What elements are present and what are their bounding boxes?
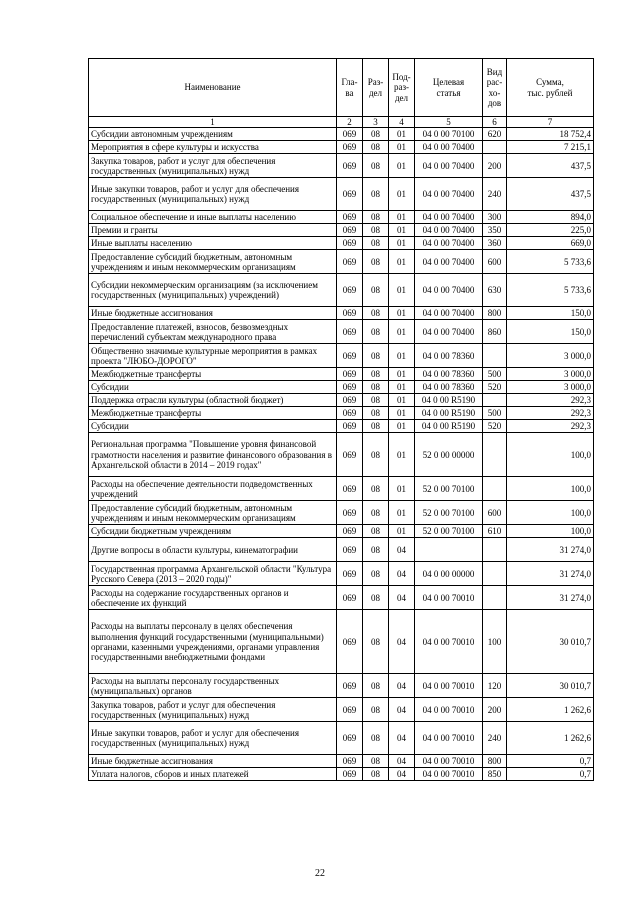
row-vid <box>483 394 507 407</box>
table-row <box>89 274 594 307</box>
table-row <box>89 420 594 433</box>
row-razdel: 08 <box>363 610 389 674</box>
row-name: Субсидии автономным учреждениям <box>89 128 337 141</box>
table-row <box>89 433 594 477</box>
table-row <box>89 562 594 586</box>
row-razdel: 08 <box>363 344 389 368</box>
row-razdel: 08 <box>363 768 389 781</box>
row-glava: 069 <box>337 768 363 781</box>
row-name: Мероприятия в сфере культуры и искусства <box>89 141 337 154</box>
row-name: Субсидии бюджетным учреждениям <box>89 525 337 538</box>
row-podrazdel: 04 <box>389 562 415 586</box>
row-summa: 292,3 <box>507 407 594 420</box>
table-row <box>89 211 594 224</box>
row-razdel: 08 <box>363 755 389 768</box>
row-statya: 04 0 00 70010 <box>415 698 483 722</box>
col-number: 3 <box>363 117 389 128</box>
row-glava: 069 <box>337 211 363 224</box>
row-razdel: 08 <box>363 433 389 477</box>
row-razdel: 08 <box>363 141 389 154</box>
row-name: Субсидии <box>89 420 337 433</box>
row-summa: 3 000,0 <box>507 344 594 368</box>
row-vid: 860 <box>483 320 507 344</box>
row-razdel: 08 <box>363 420 389 433</box>
row-summa: 292,3 <box>507 394 594 407</box>
row-vid: 600 <box>483 250 507 274</box>
row-razdel: 08 <box>363 307 389 320</box>
row-glava: 069 <box>337 407 363 420</box>
table-row <box>89 674 594 698</box>
row-podrazdel: 01 <box>389 128 415 141</box>
row-statya: 52 0 00 70100 <box>415 501 483 525</box>
row-statya: 04 0 00 R5190 <box>415 407 483 420</box>
row-podrazdel: 04 <box>389 755 415 768</box>
row-podrazdel: 04 <box>389 698 415 722</box>
row-glava: 069 <box>337 224 363 237</box>
row-statya: 52 0 00 70100 <box>415 525 483 538</box>
row-vid <box>483 433 507 477</box>
row-summa: 100,0 <box>507 525 594 538</box>
row-statya: 04 0 00 70400 <box>415 141 483 154</box>
table-row <box>89 722 594 755</box>
row-statya: 04 0 00 70010 <box>415 722 483 755</box>
row-glava: 069 <box>337 586 363 610</box>
row-vid: 800 <box>483 755 507 768</box>
row-statya: 04 0 00 70010 <box>415 610 483 674</box>
row-razdel: 08 <box>363 178 389 211</box>
row-vid <box>483 586 507 610</box>
row-glava: 069 <box>337 433 363 477</box>
row-vid: 630 <box>483 274 507 307</box>
row-podrazdel: 01 <box>389 178 415 211</box>
row-vid: 610 <box>483 525 507 538</box>
row-vid: 240 <box>483 722 507 755</box>
row-summa: 150,0 <box>507 307 594 320</box>
header-podrazdel: Под- раз- дел <box>389 59 415 117</box>
row-vid: 360 <box>483 237 507 250</box>
table-row <box>89 610 594 674</box>
row-razdel: 08 <box>363 674 389 698</box>
table-row <box>89 154 594 178</box>
row-podrazdel: 01 <box>389 525 415 538</box>
row-glava: 069 <box>337 381 363 394</box>
row-statya: 04 0 00 70010 <box>415 768 483 781</box>
row-name: Межбюджетные трансферты <box>89 407 337 420</box>
table-row <box>89 307 594 320</box>
row-summa: 100,0 <box>507 433 594 477</box>
row-glava: 069 <box>337 755 363 768</box>
row-podrazdel: 01 <box>389 274 415 307</box>
row-razdel: 08 <box>363 128 389 141</box>
table-row <box>89 250 594 274</box>
row-statya: 04 0 00 R5190 <box>415 394 483 407</box>
row-glava: 069 <box>337 698 363 722</box>
row-razdel: 08 <box>363 250 389 274</box>
row-statya: 04 0 00 78360 <box>415 368 483 381</box>
row-name: Другие вопросы в области культуры, кинематографии <box>89 538 337 562</box>
row-glava: 069 <box>337 154 363 178</box>
row-statya: 04 0 00 70400 <box>415 224 483 237</box>
row-summa: 100,0 <box>507 477 594 501</box>
row-vid: 520 <box>483 420 507 433</box>
table-row <box>89 394 594 407</box>
row-name: Иные закупки товаров, работ и услуг для обеспечения государственных (муниципальных) нужд <box>89 178 337 211</box>
row-summa: 1 262,6 <box>507 698 594 722</box>
row-name: Государственная программа Архангельской области "Культура Русского Севера (2013 – 2020 годы)" <box>89 562 337 586</box>
col-number: 1 <box>89 117 337 128</box>
row-name: Предоставление субсидий бюджетным, автономным учреждениям и иным некоммерческим организациям <box>89 501 337 525</box>
row-podrazdel: 01 <box>389 141 415 154</box>
table-row <box>89 501 594 525</box>
row-podrazdel: 01 <box>389 407 415 420</box>
table-body <box>89 128 594 781</box>
row-glava: 069 <box>337 368 363 381</box>
row-name: Иные бюджетные ассигнования <box>89 755 337 768</box>
header-statya: Целевая статья <box>415 59 483 117</box>
row-statya: 04 0 00 70400 <box>415 250 483 274</box>
table-row <box>89 320 594 344</box>
row-statya: 04 0 00 70400 <box>415 274 483 307</box>
col-number: 4 <box>389 117 415 128</box>
row-statya: 04 0 00 78360 <box>415 381 483 394</box>
row-vid: 200 <box>483 698 507 722</box>
row-razdel: 08 <box>363 698 389 722</box>
row-podrazdel: 01 <box>389 433 415 477</box>
table-row <box>89 768 594 781</box>
row-podrazdel: 01 <box>389 344 415 368</box>
row-summa: 150,0 <box>507 320 594 344</box>
row-podrazdel: 01 <box>389 420 415 433</box>
row-razdel: 08 <box>363 394 389 407</box>
row-summa: 3 000,0 <box>507 368 594 381</box>
row-glava: 069 <box>337 237 363 250</box>
row-name: Субсидии <box>89 381 337 394</box>
row-summa: 30 010,7 <box>507 610 594 674</box>
row-vid <box>483 344 507 368</box>
row-glava: 069 <box>337 538 363 562</box>
row-summa: 292,3 <box>507 420 594 433</box>
table-row <box>89 755 594 768</box>
row-vid: 800 <box>483 307 507 320</box>
row-statya: 04 0 00 00000 <box>415 562 483 586</box>
col-number: 7 <box>507 117 594 128</box>
row-vid: 120 <box>483 674 507 698</box>
row-vid: 100 <box>483 610 507 674</box>
row-podrazdel: 01 <box>389 237 415 250</box>
row-razdel: 08 <box>363 237 389 250</box>
row-name: Премии и гранты <box>89 224 337 237</box>
row-razdel: 08 <box>363 381 389 394</box>
row-glava: 069 <box>337 420 363 433</box>
row-summa: 100,0 <box>507 501 594 525</box>
row-glava: 069 <box>337 178 363 211</box>
row-summa: 7 215,1 <box>507 141 594 154</box>
row-glava: 069 <box>337 320 363 344</box>
row-podrazdel: 01 <box>389 320 415 344</box>
row-vid: 850 <box>483 768 507 781</box>
row-statya: 04 0 00 70010 <box>415 586 483 610</box>
row-razdel: 08 <box>363 407 389 420</box>
row-summa: 31 274,0 <box>507 586 594 610</box>
table-row <box>89 178 594 211</box>
row-statya: 52 0 00 70100 <box>415 477 483 501</box>
header-glava: Гла- ва <box>337 59 363 117</box>
row-vid: 500 <box>483 407 507 420</box>
row-name: Общественно значимые культурные мероприятия в рамках проекта "ЛЮБО-ДОРОГО" <box>89 344 337 368</box>
row-razdel: 08 <box>363 586 389 610</box>
row-statya: 52 0 00 00000 <box>415 433 483 477</box>
row-razdel: 08 <box>363 525 389 538</box>
row-name: Региональная программа "Повышение уровня финансовой грамотности населения и развитие финансового образования в Архангельской области в 2014 – 2019 годах" <box>89 433 337 477</box>
row-name: Социальное обеспечение и иные выплаты населению <box>89 211 337 224</box>
row-summa: 894,0 <box>507 211 594 224</box>
row-vid: 520 <box>483 381 507 394</box>
row-statya: 04 0 00 78360 <box>415 344 483 368</box>
row-statya: 04 0 00 70400 <box>415 237 483 250</box>
row-glava: 069 <box>337 141 363 154</box>
row-statya: 04 0 00 70400 <box>415 211 483 224</box>
row-summa: 18 752,4 <box>507 128 594 141</box>
table-row <box>89 237 594 250</box>
row-summa: 0,7 <box>507 768 594 781</box>
row-podrazdel: 04 <box>389 538 415 562</box>
row-podrazdel: 01 <box>389 501 415 525</box>
row-razdel: 08 <box>363 722 389 755</box>
header-row <box>89 59 594 117</box>
row-name: Предоставление платежей, взносов, безвозмездных перечислений субъектам международного права <box>89 320 337 344</box>
row-podrazdel: 04 <box>389 674 415 698</box>
row-podrazdel: 01 <box>389 154 415 178</box>
row-razdel: 08 <box>363 562 389 586</box>
row-glava: 069 <box>337 250 363 274</box>
row-vid: 200 <box>483 154 507 178</box>
row-name: Уплата налогов, сборов и иных платежей <box>89 768 337 781</box>
row-vid: 620 <box>483 128 507 141</box>
table-row <box>89 538 594 562</box>
row-podrazdel: 01 <box>389 307 415 320</box>
table-row <box>89 477 594 501</box>
row-vid: 600 <box>483 501 507 525</box>
row-vid: 240 <box>483 178 507 211</box>
row-razdel: 08 <box>363 538 389 562</box>
header-razdel: Раз- дел <box>363 59 389 117</box>
row-podrazdel: 04 <box>389 768 415 781</box>
row-glava: 069 <box>337 344 363 368</box>
table-row <box>89 698 594 722</box>
row-razdel: 08 <box>363 477 389 501</box>
row-glava: 069 <box>337 562 363 586</box>
row-statya: 04 0 00 R5190 <box>415 420 483 433</box>
row-statya: 04 0 00 70010 <box>415 755 483 768</box>
table-row <box>89 141 594 154</box>
row-name: Межбюджетные трансферты <box>89 368 337 381</box>
header-summa: Сумма, тыс. рублей <box>507 59 594 117</box>
row-summa: 225,0 <box>507 224 594 237</box>
row-podrazdel: 04 <box>389 610 415 674</box>
row-glava: 069 <box>337 307 363 320</box>
row-name: Субсидии некоммерческим организациям (за исключением государственных (муниципальных) учреждений) <box>89 274 337 307</box>
table-row <box>89 128 594 141</box>
row-glava: 069 <box>337 274 363 307</box>
column-number-row <box>89 117 594 128</box>
row-vid <box>483 562 507 586</box>
row-name: Поддержка отрасли культуры (областной бюджет) <box>89 394 337 407</box>
row-glava: 069 <box>337 477 363 501</box>
row-podrazdel: 01 <box>389 394 415 407</box>
row-glava: 069 <box>337 674 363 698</box>
table-row <box>89 368 594 381</box>
row-name: Иные закупки товаров, работ и услуг для обеспечения государственных (муниципальных) нужд <box>89 722 337 755</box>
row-razdel: 08 <box>363 224 389 237</box>
row-glava: 069 <box>337 128 363 141</box>
row-podrazdel: 01 <box>389 381 415 394</box>
row-vid <box>483 477 507 501</box>
row-summa: 3 000,0 <box>507 381 594 394</box>
table-row <box>89 344 594 368</box>
header-vid: Вид рас- хо- дов <box>483 59 507 117</box>
row-statya: 04 0 00 70400 <box>415 320 483 344</box>
row-name: Расходы на содержание государственных органов и обеспечение их функций <box>89 586 337 610</box>
row-razdel: 08 <box>363 320 389 344</box>
row-statya: 04 0 00 70010 <box>415 674 483 698</box>
table-row <box>89 381 594 394</box>
row-name: Закупка товаров, работ и услуг для обеспечения государственных (муниципальных) нужд <box>89 698 337 722</box>
row-summa: 5 733,6 <box>507 274 594 307</box>
row-glava: 069 <box>337 501 363 525</box>
row-statya: 04 0 00 70400 <box>415 154 483 178</box>
row-glava: 069 <box>337 610 363 674</box>
row-statya <box>415 538 483 562</box>
row-summa: 5 733,6 <box>507 250 594 274</box>
row-razdel: 08 <box>363 154 389 178</box>
row-podrazdel: 01 <box>389 211 415 224</box>
row-podrazdel: 01 <box>389 368 415 381</box>
page-number: 22 <box>315 868 325 879</box>
row-summa: 437,5 <box>507 154 594 178</box>
row-razdel: 08 <box>363 211 389 224</box>
row-vid: 500 <box>483 368 507 381</box>
row-summa: 31 274,0 <box>507 538 594 562</box>
row-statya: 04 0 00 70400 <box>415 307 483 320</box>
row-podrazdel: 01 <box>389 477 415 501</box>
header-name: Наименование <box>89 59 337 117</box>
table-row <box>89 525 594 538</box>
row-summa: 31 274,0 <box>507 562 594 586</box>
col-number: 5 <box>415 117 483 128</box>
row-glava: 069 <box>337 722 363 755</box>
row-name: Расходы на обеспечение деятельности подведомственных учреждений <box>89 477 337 501</box>
row-vid: 300 <box>483 211 507 224</box>
row-statya: 04 0 00 70400 <box>415 178 483 211</box>
row-vid <box>483 538 507 562</box>
row-podrazdel: 01 <box>389 224 415 237</box>
row-name: Закупка товаров, работ и услуг для обеспечения государственных (муниципальных) нужд <box>89 154 337 178</box>
row-razdel: 08 <box>363 368 389 381</box>
row-razdel: 08 <box>363 274 389 307</box>
row-summa: 0,7 <box>507 755 594 768</box>
row-glava: 069 <box>337 525 363 538</box>
row-razdel: 08 <box>363 501 389 525</box>
row-podrazdel: 01 <box>389 250 415 274</box>
row-name: Предоставление субсидий бюджетным, автономным учреждениям и иным некоммерческим организациям <box>89 250 337 274</box>
row-name: Расходы на выплаты персоналу государственных (муниципальных) органов <box>89 674 337 698</box>
row-summa: 30 010,7 <box>507 674 594 698</box>
row-vid: 350 <box>483 224 507 237</box>
table-row <box>89 586 594 610</box>
table-row <box>89 407 594 420</box>
row-summa: 669,0 <box>507 237 594 250</box>
row-vid <box>483 141 507 154</box>
row-name: Расходы на выплаты персоналу в целях обеспечения выполнения функций государственными (муниципальными) органами, казенными учреждениями, органами управления государственными внебюджетными фондами <box>89 610 337 674</box>
row-podrazdel: 04 <box>389 722 415 755</box>
row-glava: 069 <box>337 394 363 407</box>
table-row <box>89 224 594 237</box>
budget-table <box>88 58 594 781</box>
row-statya: 04 0 00 70100 <box>415 128 483 141</box>
col-number: 2 <box>337 117 363 128</box>
row-name: Иные выплаты населению <box>89 237 337 250</box>
row-summa: 1 262,6 <box>507 722 594 755</box>
row-summa: 437,5 <box>507 178 594 211</box>
row-podrazdel: 04 <box>389 586 415 610</box>
col-number: 6 <box>483 117 507 128</box>
row-name: Иные бюджетные ассигнования <box>89 307 337 320</box>
